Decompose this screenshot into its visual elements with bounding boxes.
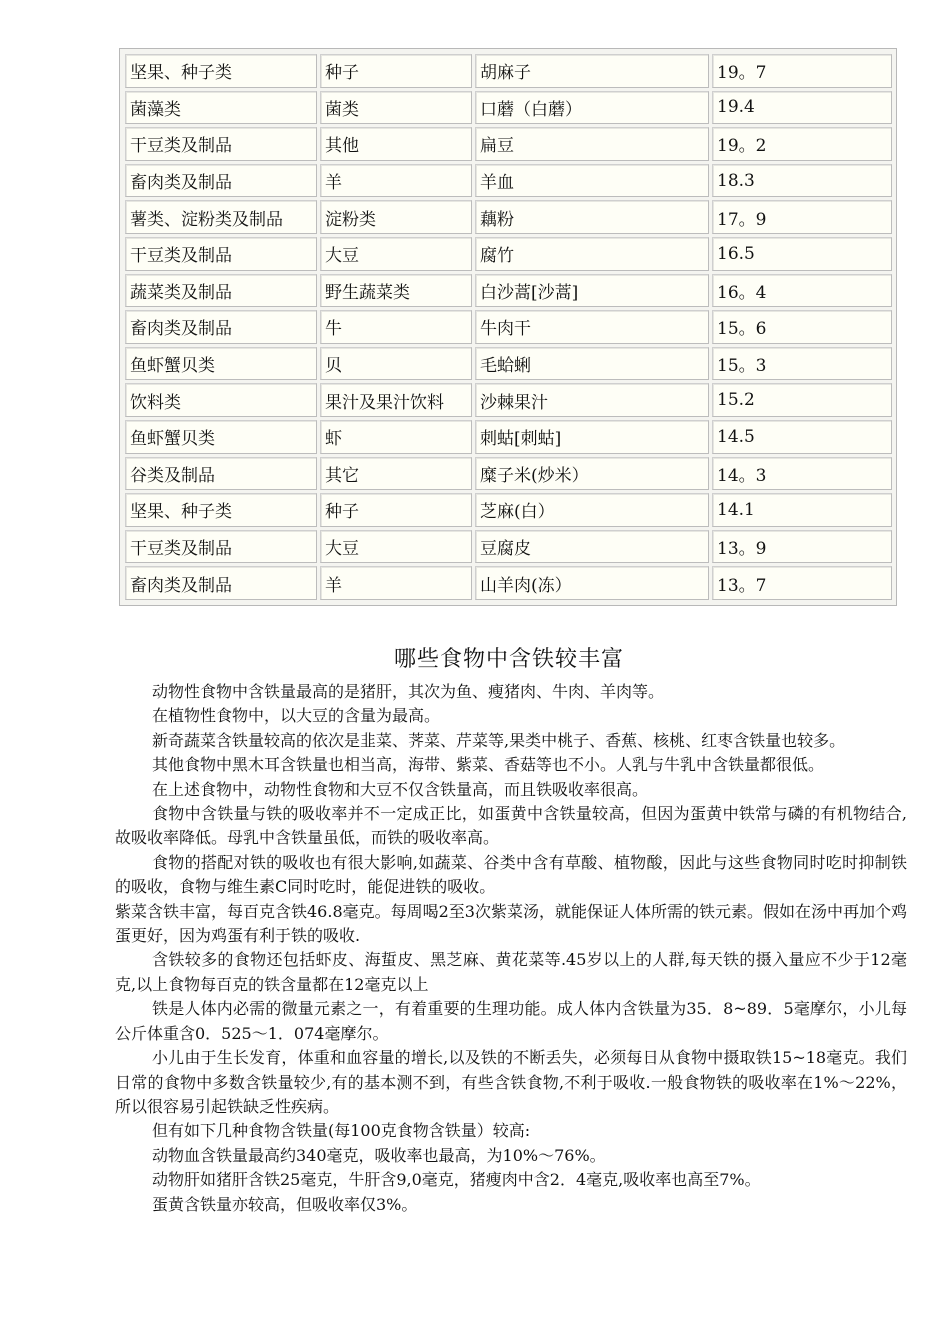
table-row	[125, 566, 892, 600]
food-cell: 腐竹	[475, 237, 709, 271]
article-paragraph: 在植物性食物中，以大豆的含量为最高。	[152, 706, 441, 726]
category-cell: 薯类、淀粉类及制品	[125, 200, 317, 234]
article-paragraph: 紫菜含铁丰富，每百克含铁46.8毫克。每周喝2至3次紫菜汤，就能保证人体所需的铁元素。假如在汤中再加个鸡蛋更好，因为鸡蛋有利于铁的吸收.	[115, 901, 907, 946]
subcategory-cell: 贝	[320, 347, 472, 381]
iron-value-cell: 19。2	[712, 127, 892, 161]
food-cell: 藕粉	[475, 200, 709, 234]
food-cell: 胡麻子	[475, 54, 709, 88]
iron-value-cell: 14.1	[712, 493, 892, 527]
table-row	[125, 200, 892, 234]
category-cell: 畜肉类及制品	[125, 164, 317, 198]
food-cell: 口蘑（白蘑）	[475, 91, 709, 125]
iron-value-cell: 15.2	[712, 383, 892, 417]
iron-value-cell: 19。7	[712, 54, 892, 88]
subcategory-cell: 其他	[320, 127, 472, 161]
category-cell: 蔬菜类及制品	[125, 274, 317, 308]
food-cell: 羊血	[475, 164, 709, 198]
article-paragraph: 在上述食物中，动物性食物和大豆不仅含铁量高，而且铁吸收率很高。	[152, 779, 649, 799]
article-paragraph: 铁是人体内必需的微量元素之一，有着重要的生理功能。成人体内含铁量为35．8~89．5毫摩尔，小儿每公斤体重含0．525～1．074毫摩尔。	[115, 999, 907, 1043]
table-row	[125, 127, 892, 161]
food-cell: 牛肉干	[475, 310, 709, 344]
food-cell: 扁豆	[475, 127, 709, 161]
article-paragraph: 其他食物中黑木耳含铁量也相当高，海带、紫菜、香菇等也不小。人乳与牛乳中含铁量都很低。	[152, 755, 825, 775]
iron-value-cell: 14。3	[712, 457, 892, 491]
category-cell: 鱼虾蟹贝类	[125, 347, 317, 381]
category-cell: 鱼虾蟹贝类	[125, 420, 317, 454]
iron-value-cell: 16。4	[712, 274, 892, 308]
iron-content-table-frame	[119, 48, 897, 606]
article-paragraph: 食物中含铁量与铁的吸收率并不一定成正比，如蛋黄中含铁量较高，但因为蛋黄中铁常与磷的有机物结合,故吸收率降低。母乳中含铁量虽低，而铁的吸收率高。	[115, 804, 907, 848]
food-cell: 毛蛤蜊	[475, 347, 709, 381]
article-paragraph: 动物肝如猪肝含铁25毫克，牛肝含9,0毫克，猪瘦肉中含2．4毫克,吸收率也高至7%。	[152, 1170, 761, 1190]
category-cell: 干豆类及制品	[125, 237, 317, 271]
subcategory-cell: 其它	[320, 457, 472, 491]
article-paragraph: 蛋黄含铁量亦较高，但吸收率仅3%。	[152, 1194, 418, 1214]
table-row	[125, 310, 892, 344]
iron-value-cell: 16.5	[712, 237, 892, 271]
subcategory-cell: 果汁及果汁饮料	[320, 383, 472, 417]
subcategory-cell: 菌类	[320, 91, 472, 125]
subcategory-cell: 羊	[320, 566, 472, 600]
category-cell: 畜肉类及制品	[125, 566, 317, 600]
article-paragraph: 新奇蔬菜含铁量较高的依次是韭菜、荠菜、芹菜等,果类中桃子、香蕉、核桃、红枣含铁量也较多。	[152, 730, 846, 750]
iron-value-cell: 15。6	[712, 310, 892, 344]
category-cell: 干豆类及制品	[125, 530, 317, 564]
category-cell: 畜肉类及制品	[125, 310, 317, 344]
food-cell: 豆腐皮	[475, 530, 709, 564]
table-row	[125, 493, 892, 527]
food-cell: 沙棘果汁	[475, 383, 709, 417]
subcategory-cell: 羊	[320, 164, 472, 198]
subcategory-cell: 野生蔬菜类	[320, 274, 472, 308]
food-cell: 山羊肉(冻）	[475, 566, 709, 600]
subcategory-cell: 大豆	[320, 237, 472, 271]
table-row	[125, 420, 892, 454]
table-row	[125, 530, 892, 564]
table-row	[125, 164, 892, 198]
food-cell: 糜子米(炒米）	[475, 457, 709, 491]
article-paragraph: 动物性食物中含铁量最高的是猪肝，其次为鱼、瘦猪肉、牛肉、羊肉等。	[152, 682, 665, 701]
article-body	[115, 680, 907, 1217]
iron-value-cell: 15。3	[712, 347, 892, 381]
iron-value-cell: 18.3	[712, 164, 892, 198]
category-cell: 干豆类及制品	[125, 127, 317, 161]
article-paragraph: 但有如下几种食物含铁量(每100克食物含铁量）较高:	[152, 1121, 531, 1141]
food-cell: 白沙蒿[沙蒿]	[475, 274, 709, 308]
iron-value-cell: 13。7	[712, 566, 892, 600]
subcategory-cell: 大豆	[320, 530, 472, 564]
food-cell: 芝麻(白）	[475, 493, 709, 527]
category-cell: 坚果、种子类	[125, 54, 317, 88]
subcategory-cell: 淀粉类	[320, 200, 472, 234]
article-paragraph: 含铁较多的食物还包括虾皮、海蜇皮、黑芝麻、黄花菜等.45岁以上的人群,每天铁的摄入量应不少于12毫克,以上食物每百克的铁含量都在12毫克以上	[115, 950, 907, 994]
article-paragraph: 小儿由于生长发育，体重和血容量的增长,以及铁的不断丢失，必须每日从食物中摄取铁15~18毫克。我们日常的食物中多数含铁量较少,有的基本测不到，有些含铁食物,不利于吸收.一般食物铁的吸收率在1%～22%，所以很容易引起铁缺乏性疾病。	[115, 1048, 907, 1116]
subcategory-cell: 虾	[320, 420, 472, 454]
iron-value-cell: 17。9	[712, 200, 892, 234]
table-row	[125, 237, 892, 271]
table-row	[125, 457, 892, 491]
category-cell: 谷类及制品	[125, 457, 317, 491]
iron-value-cell: 13。9	[712, 530, 892, 564]
subcategory-cell: 牛	[320, 310, 472, 344]
iron-content-table	[122, 51, 895, 603]
iron-value-cell: 14.5	[712, 420, 892, 454]
table-row	[125, 91, 892, 125]
article-title: 哪些食物中含铁较丰富	[393, 647, 624, 672]
iron-value-cell: 19.4	[712, 91, 892, 125]
table-row	[125, 274, 892, 308]
table-row	[125, 383, 892, 417]
table-row	[125, 54, 892, 88]
food-cell: 刺蛄[刺蛄]	[475, 420, 709, 454]
subcategory-cell: 种子	[320, 493, 472, 527]
category-cell: 菌藻类	[125, 91, 317, 125]
article-paragraph: 食物的搭配对铁的吸收也有很大影响,如蔬菜、谷类中含有草酸、植物酸，因此与这些食物同时吃时抑制铁的吸收，食物与维生素C同时吃时，能促进铁的吸收。	[115, 852, 907, 897]
category-cell: 饮料类	[125, 383, 317, 417]
category-cell: 坚果、种子类	[125, 493, 317, 527]
table-row	[125, 347, 892, 381]
subcategory-cell: 种子	[320, 54, 472, 88]
article-paragraph: 动物血含铁量最高约340毫克，吸收率也最高，为10%～76%。	[152, 1145, 606, 1165]
